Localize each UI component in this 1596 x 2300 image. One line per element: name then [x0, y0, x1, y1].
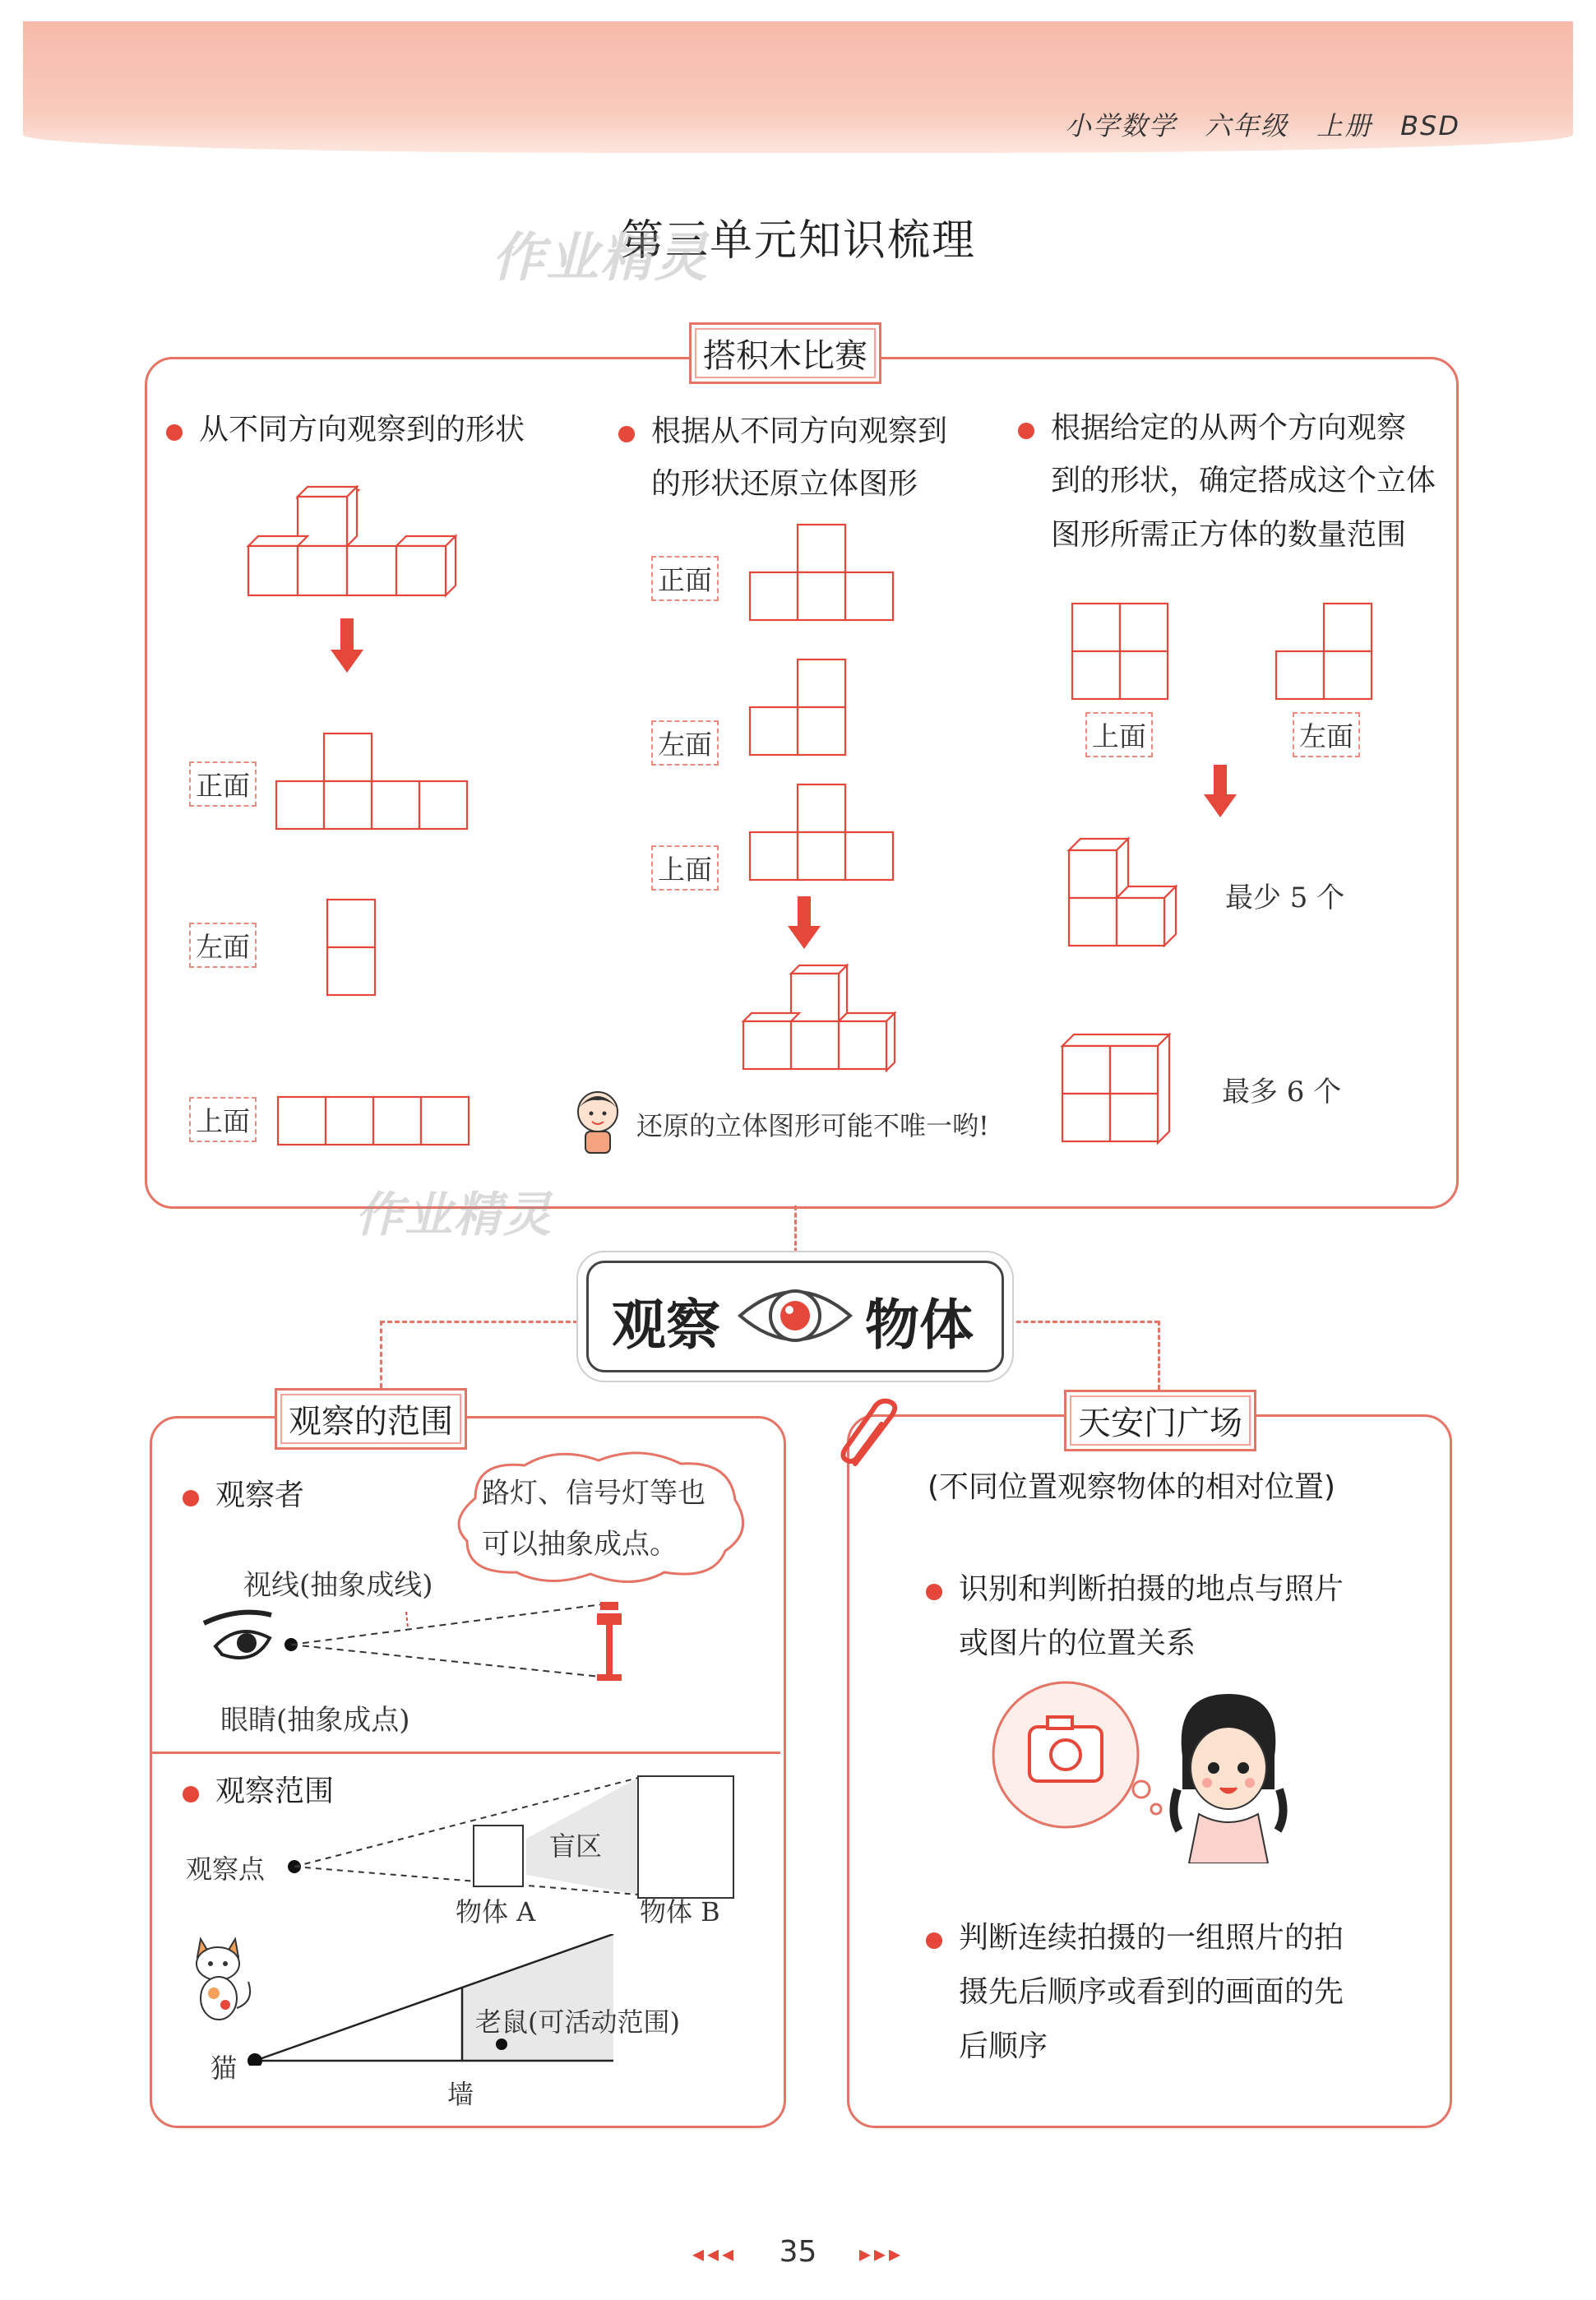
edition: BSD: [1400, 110, 1460, 141]
blind-zone-label: 盲区: [549, 1830, 603, 1862]
col1-solid-figure: [243, 485, 465, 609]
object-b-label: 物体 B: [640, 1896, 720, 1927]
connector-right-h: [1002, 1321, 1159, 1323]
col3-heading-line2: 到的形状，确定搭成这个立体: [1051, 464, 1436, 497]
eye-label: 眼睛(抽象成点): [220, 1704, 410, 1737]
col2-top-label: 上面: [651, 845, 719, 891]
col2-top-view: [748, 783, 898, 883]
sightline-label: 视线(抽象成线): [243, 1569, 433, 1602]
col3-heading-line3: 图形所需正方体的数量范围: [1051, 518, 1407, 552]
center-topic-box: [586, 1261, 1004, 1372]
col2-front-view: [748, 523, 898, 623]
right-bullet2-line1: 判断连续拍摄的一组照片的拍: [959, 1911, 1344, 1965]
cloud-line2: 可以抽象成点。: [482, 1528, 678, 1561]
col1-top-view: [276, 1095, 474, 1148]
col3-top-label: 上面: [1085, 712, 1153, 757]
boy-avatar-icon: [569, 1087, 627, 1158]
right-bullet2-line2: 摄先后顺序或看到的画面的先: [959, 1975, 1344, 2009]
watermark-2: 作业精灵: [355, 1187, 553, 1243]
eye-icon: [735, 1275, 855, 1357]
left-panel-divider: [152, 1752, 780, 1754]
col2-heading-line1: 根据从不同方向观察到: [651, 405, 947, 459]
volume: 上册: [1316, 110, 1373, 141]
page-number: 35: [779, 2235, 817, 2269]
col3-left-view: [1274, 602, 1375, 702]
col3-heading-line1: 根据给定的从两个方向观察: [1051, 401, 1406, 456]
page-footer: [0, 2235, 1596, 2269]
connector-left-h: [380, 1321, 585, 1323]
cat-mouse-diagram: [247, 1934, 617, 2066]
col1-left-label: 左面: [189, 923, 257, 968]
right-subtitle: (不同位置观察物体的相对位置): [928, 1470, 1336, 1504]
observer-diagram: [197, 1595, 682, 1702]
prev-arrows-icon: ◂◂◂: [692, 2240, 738, 2267]
girl-avatar-icon: [1166, 1691, 1289, 1863]
col1-front-label: 正面: [189, 761, 257, 807]
connector-top: [794, 1206, 797, 1260]
page-title: 第三单元知识梳理: [621, 216, 977, 266]
subject: 小学数学: [1065, 110, 1177, 141]
col3-top-view: [1071, 602, 1171, 702]
col1-top-label: 上面: [189, 1097, 257, 1142]
right-bullet1-line2: 或图片的位置关系: [959, 1627, 1196, 1660]
col2-left-label: 左面: [651, 720, 719, 766]
col3-max: 最多 6 个: [1222, 1076, 1342, 1108]
col3-max-figure: [1059, 1031, 1191, 1148]
right-panel-tag: 天安门广场: [1064, 1390, 1256, 1451]
col2-speech: 还原的立体图形可能不唯一哟!: [636, 1110, 989, 1141]
next-arrows-icon: ▸▸▸: [858, 2240, 904, 2267]
watermark: 作业精灵: [492, 228, 709, 289]
col2-solid-figure: [738, 962, 903, 1082]
connector-left-v: [380, 1321, 382, 1388]
object-a-label: 物体 A: [456, 1896, 536, 1927]
right-bullet1-line1: 识别和判断拍摄的地点与照片: [959, 1562, 1344, 1617]
col3-min: 最少 5 个: [1225, 882, 1345, 914]
camera-thought-bubble: [987, 1678, 1176, 1839]
col3-down-arrow-icon: [1204, 765, 1237, 819]
right-bullet2-line3: 后顺序: [959, 2029, 1048, 2063]
col3-min-figure: [1066, 834, 1197, 951]
col1-down-arrow-icon: [331, 618, 363, 676]
cat-label: 猫: [210, 2052, 238, 2084]
range-diagram: [280, 1770, 756, 1901]
col1-front-view: [275, 732, 472, 831]
connector-right-v: [1158, 1321, 1160, 1390]
wall-label: 墙: [447, 2079, 474, 2110]
cloud-line1: 路灯、信号灯等也: [482, 1477, 705, 1510]
top-panel-tag: 搭积木比赛: [689, 322, 881, 384]
col2-front-label: 正面: [651, 556, 719, 601]
col2-heading-line2: 的形状还原立体图形: [651, 467, 918, 501]
col3-left-label: 左面: [1293, 712, 1360, 757]
range-heading: 观察范围: [215, 1765, 334, 1819]
col2-down-arrow-icon: [788, 896, 821, 951]
col2-left-view: [748, 658, 850, 758]
mouse-label: 老鼠(可活动范围): [475, 2006, 680, 2038]
observer-heading: 观察者: [215, 1469, 304, 1523]
left-panel-tag: 观察的范围: [275, 1388, 467, 1450]
col1-heading: 从不同方向观察到的形状: [199, 403, 525, 457]
grade: 六年级: [1205, 110, 1289, 141]
center-right-word: 物体: [865, 1293, 974, 1357]
center-left-word: 观察: [612, 1293, 720, 1357]
header-info: [1037, 105, 1460, 143]
observe-point-label: 观察点: [186, 1853, 266, 1885]
col1-left-view: [326, 898, 377, 997]
paperclip-icon: [830, 1398, 906, 1472]
